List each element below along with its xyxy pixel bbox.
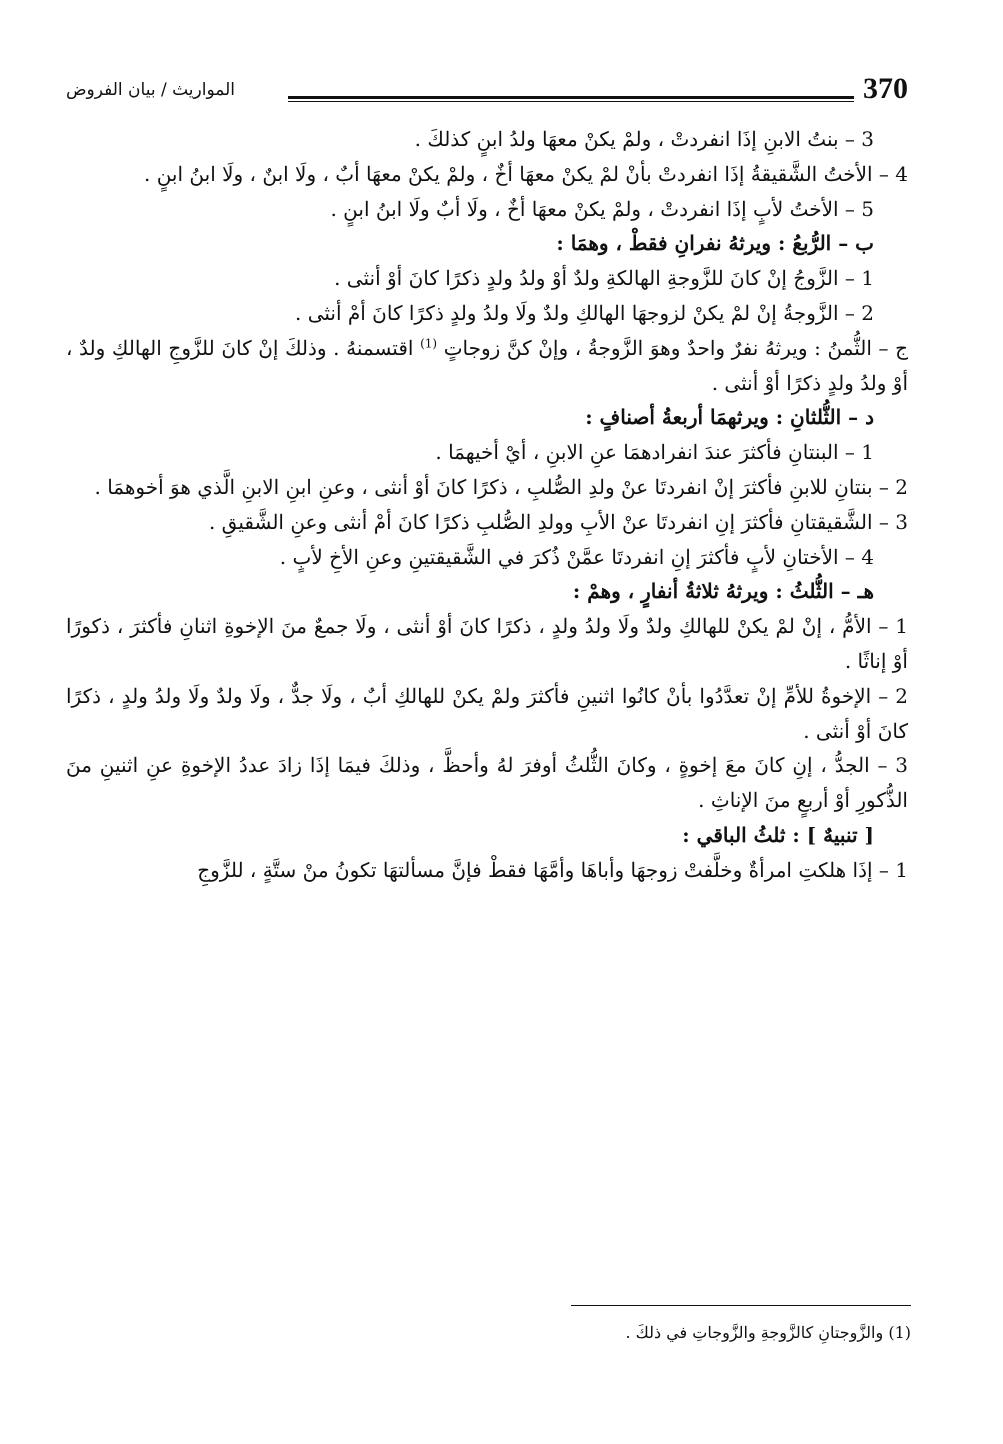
section-heading: د – الثُّلثانِ : ويرثهمَا أربعةُ أصنافٍ : (585, 405, 874, 430)
paragraph: 3 – الجدُّ ، إنِ كانَ معَ إخوةٍ ، وكانَ الثُّلثُ أوفرَ لهُ وأحظَّ ، وذلكَ فيمَا إذَا زادَ عددُ الإخوةِ عنِ اثنينِ منَ الذُّكورِ أوْ أربعٍ منَ الإناثِ . (66, 753, 908, 813)
paragraph: 4 – الأختُ الشَّقيقةُ إذَا انفردتْ بأنْ لمْ يكنْ معهَا أخٌ ، ولمْ يكنْ معهَا أبٌ ، ولَا ابنٌ ، ولَا ابنُ ابنٍ . (143, 161, 908, 186)
footnote-marker: (1) (888, 1323, 911, 1342)
paragraph-text: ج – الثُّمنُ : ويرثهُ نفرٌ واحدٌ وهوَ الزَّوجةُ ، وإنْ كنَّ زوجاتٍ (443, 335, 909, 360)
paragraph: 5 – الأختُ لأبٍ إذَا انفردتْ ، ولمْ يكنْ معهَا أخٌ ، ولَا أبٌ ولَا ابنُ ابنٍ . (330, 196, 874, 221)
page-number: 370 (863, 72, 908, 105)
section-heading: ب – الرُّبعُ : ويرثهُ نفرانِ فقطْ ، وهمَا : (556, 231, 874, 256)
header-rule (288, 96, 854, 102)
paragraph-text-continued: اقتسمنهُ . وذلكَ إنْ كانَ للزَّوجِ الهالكِ ولدٌ ، أوْ ولدُ ولدٍ ذكرًا أوْ أنثى . (66, 335, 908, 395)
paragraph: 3 – بنتُ الابنِ إذَا انفردتْ ، ولمْ يكنْ معهَا ولدُ ابنٍ كذلكَ . (414, 127, 874, 151)
paragraph: 1 – البنتانِ فأكثرَ عندَ انفرادهمَا عنِ الابنِ ، أيْ أخيهمَا . (435, 440, 874, 465)
page-header (66, 74, 908, 110)
paragraph (66, 331, 908, 401)
footnote-reference: (1) (420, 336, 438, 351)
footnote-separator (571, 1305, 911, 1306)
running-title: المواريث / بيان الفروض (66, 80, 235, 100)
paragraph: 1 – الزَّوجُ إنْ كانَ للزَّوجةِ الهالكةِ ولدٌ أوْ ولدُ ولدٍ ذكرًا كانَ أوْ أنثى . (334, 266, 874, 291)
paragraph: 2 – الزَّوجةُ إنْ لمْ يكنْ لزوجهَا الهالكِ ولدٌ ولَا ولدُ ولدٍ ذكرًا كانَ أمْ أنثى . (294, 300, 874, 325)
main-text (66, 122, 908, 888)
footnote (625, 1320, 911, 1346)
paragraph: 1 – إذَا هلكتِ امرأةٌ وخلَّفتْ زوجهَا وأباهَا وأمَّهَا فقطْ فإنَّ مسألتهَا تكونُ منْ ستَّةٍ ، للزَّوجِ (197, 857, 908, 882)
section-heading: هـ – الثُّلثُ : ويرثهُ ثلاثةُ أنفارٍ ، وهمْ : (572, 579, 874, 604)
footnote-text: والزَّوجتانِ كالزَّوجةِ والزَّوجاتِ في ذلكَ . (625, 1323, 884, 1342)
paragraph: 2 – الإخوةُ للأمِّ إنْ تعدَّدُوا بأنْ كانُوا اثنينِ فأكثرَ ولمْ يكنْ للهالكِ أبٌ ، ولَا جدٌّ ، ولَا ولدٌ ولَا ولدُ ولدٍ ، ذكرًا كانَ أوْ أنثى . (66, 683, 908, 743)
paragraph: 4 – الأختانِ لأبٍ فأكثرَ إنِ انفردتَا عمَّنْ ذُكرَ في الشَّقيقتينِ وعنِ الأخِ لأبٍ . (279, 544, 874, 569)
paragraph: 1 – الأمُّ ، إنْ لمْ يكنْ للهالكِ ولدٌ ولَا ولدُ ولدٍ ، ذكرًا كانَ أوْ أنثى ، ولَا جمعٌ منَ الإخوةِ اثنانِ فأكثرَ ، ذكورًا أوْ إناثًا . (66, 614, 908, 673)
paragraph: 3 – الشَّقيقتانِ فأكثرَ إنِ انفردتَا عنْ الأبِ وولدِ الصُّلبِ ذكرًا كانَ أمْ أنثى وعنِ الشَّقيقِ . (208, 509, 908, 534)
paragraph: 2 – بنتانِ للابنِ فأكثرَ إنْ انفردتَا عنْ ولدِ الصُّلبِ ، ذكرًا كانَ أوْ أنثى ، وعنِ ابنِ الابنِ الَّذي هوَ أخوهمَا . (94, 474, 908, 499)
note-heading: [ تنبيهٌ ] : ثلثُ الباقي : (682, 822, 874, 847)
